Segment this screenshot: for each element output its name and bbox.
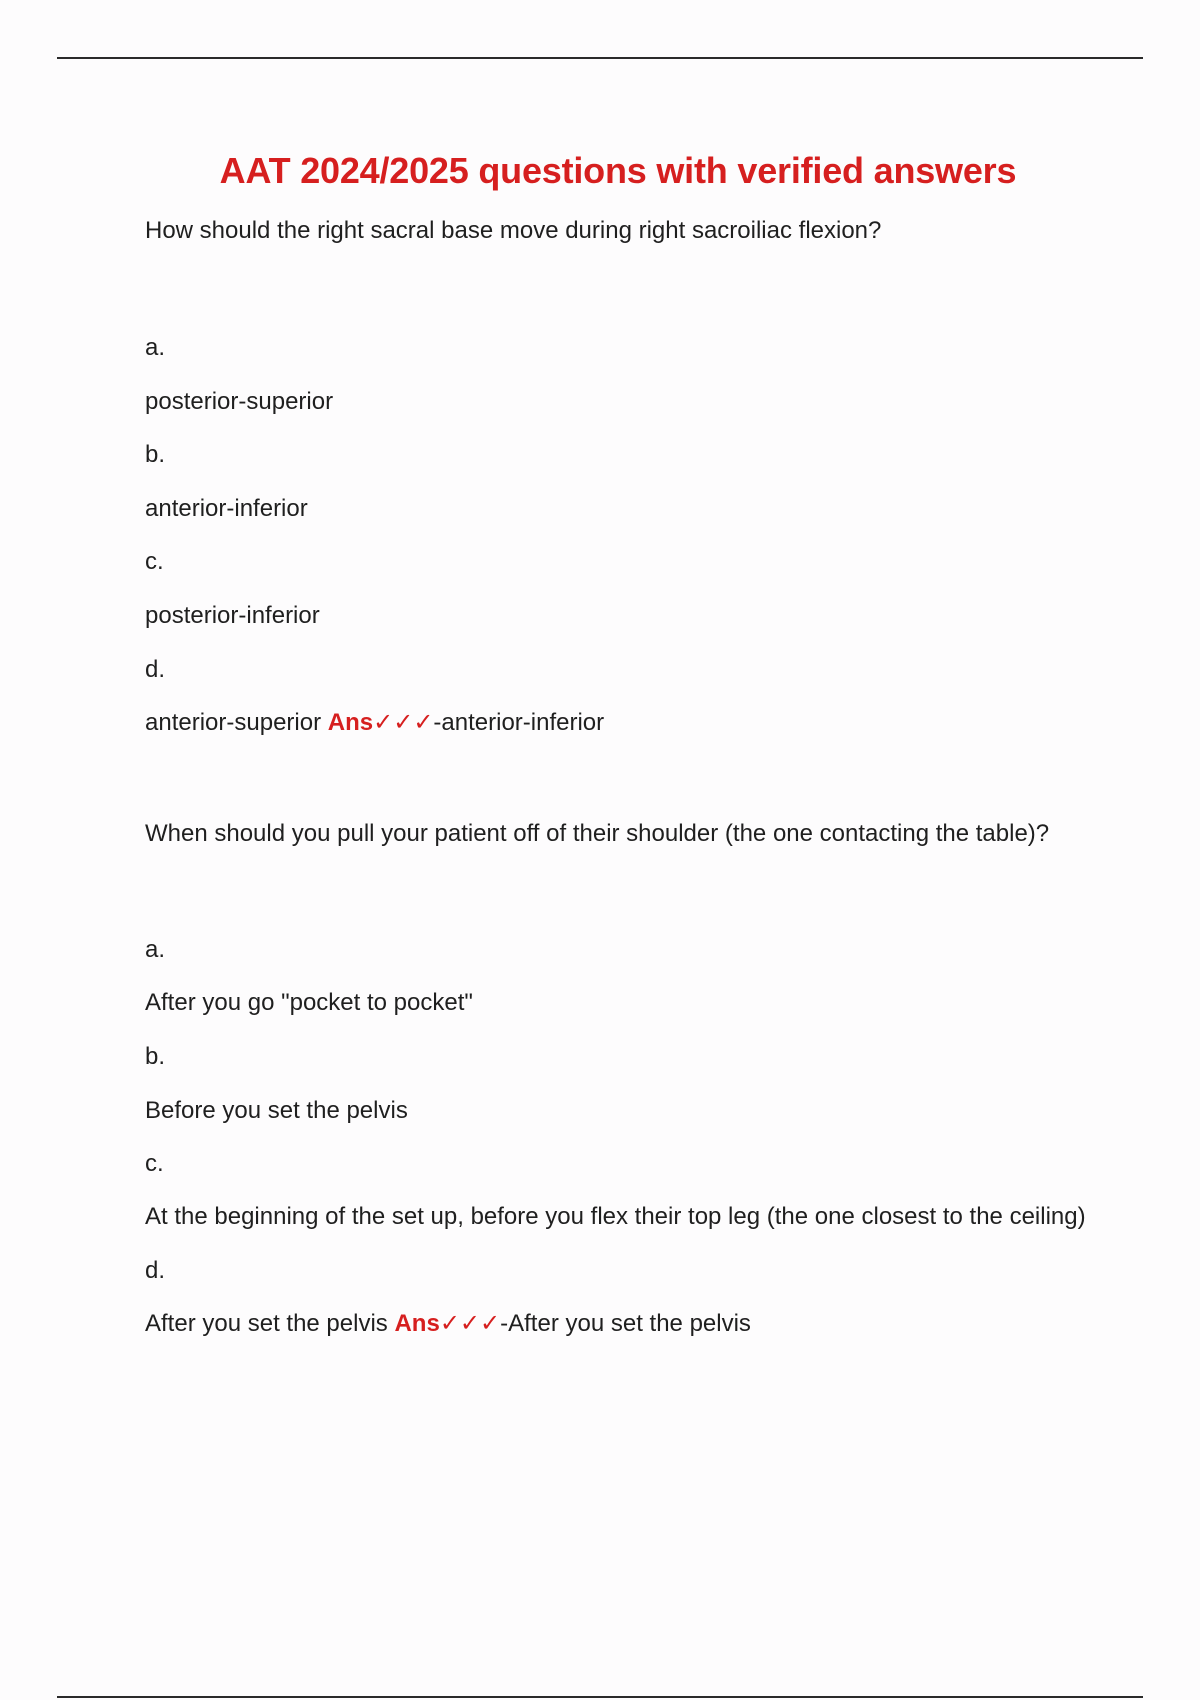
check-marks-icon: ✓✓✓ <box>439 1310 501 1338</box>
document-title: AAT 2024/2025 questions with verified answers <box>219 150 1017 191</box>
question-text: When should you pull your patient off of their shoulder (the one contacting the table)? <box>145 819 1050 847</box>
header-rule <box>57 57 1143 59</box>
document-body <box>145 212 1105 1351</box>
option-text: After you go "pocket to pocket" <box>145 989 473 1017</box>
option-text: After you set the pelvis <box>145 1310 388 1338</box>
option-letter: d. <box>145 655 166 683</box>
option-letter: b. <box>145 1042 166 1070</box>
answer-text: -After you set the pelvis <box>500 1310 751 1338</box>
option-letter: b. <box>145 441 166 469</box>
option-text: anterior-superior <box>145 709 322 737</box>
check-marks-icon: ✓✓✓ <box>373 709 434 737</box>
question-block <box>145 212 1105 750</box>
option-letter: d. <box>145 1256 166 1284</box>
option-text: posterior-inferior <box>145 601 320 629</box>
option-letter: c. <box>145 548 164 576</box>
question-text: How should the right sacral base move during right sacroiliac flexion? <box>145 217 882 244</box>
answer-label: Ans <box>327 709 374 737</box>
option-text: anterior-inferior <box>145 494 308 522</box>
answer-line <box>145 696 1105 750</box>
option-letter: a. <box>145 935 166 963</box>
answer-text: -anterior-inferior <box>433 709 605 737</box>
answer-label: Ans <box>394 1310 440 1338</box>
option-letter: a. <box>145 334 166 361</box>
footer-rule <box>57 1696 1143 1698</box>
option-text: posterior-superior <box>145 387 334 415</box>
answer-line <box>145 1297 1105 1351</box>
option-text: At the beginning of the set up, before you flex their top leg (the one closest to the ceiling) <box>145 1202 1086 1230</box>
question-block <box>145 815 1105 1351</box>
option-text: Before you set the pelvis <box>145 1096 408 1124</box>
option-letter: c. <box>145 1150 164 1178</box>
